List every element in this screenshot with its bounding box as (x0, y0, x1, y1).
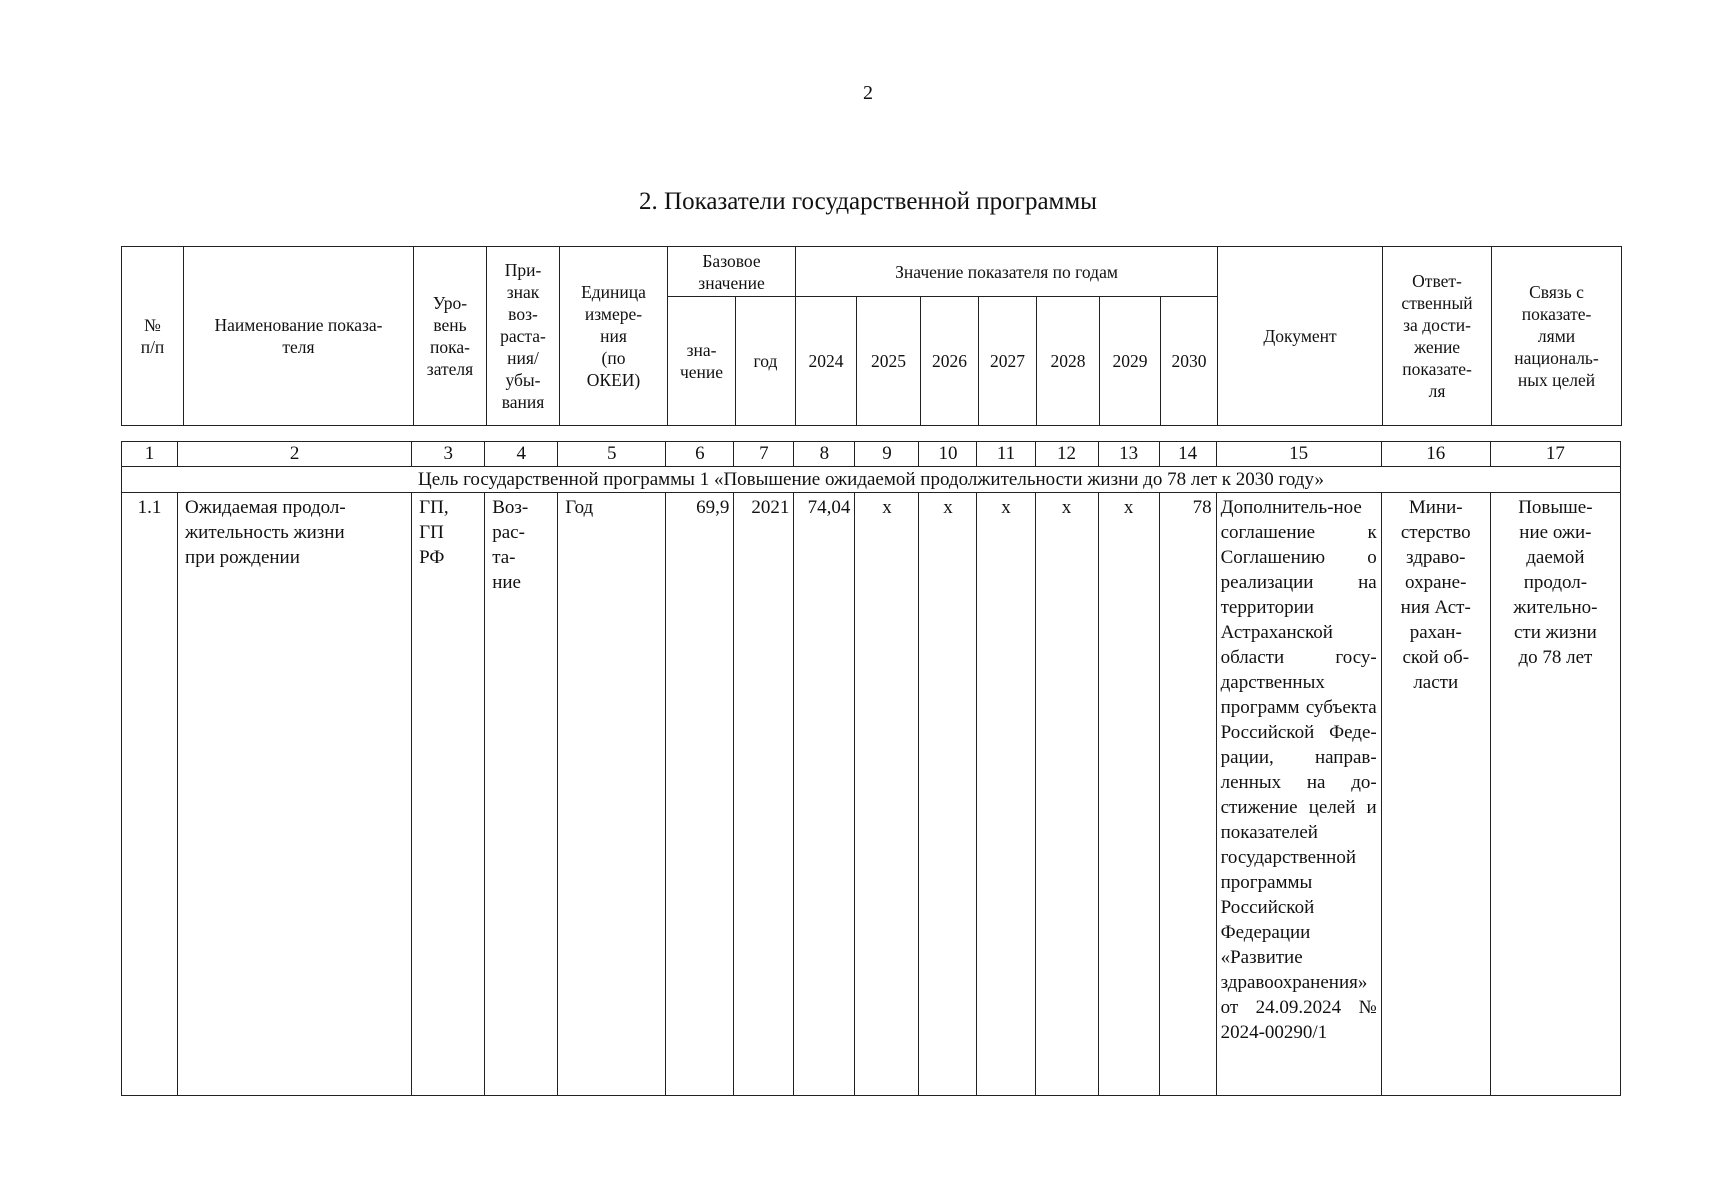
column-number: 8 (794, 442, 855, 467)
column-number: 1 (122, 442, 178, 467)
indicators-table-header (121, 246, 1622, 426)
header-base-value: зна- чение (668, 297, 736, 426)
column-number: 4 (485, 442, 558, 467)
header-name: Наименование показа- теля (184, 247, 414, 426)
header-document: Документ (1218, 247, 1383, 426)
header-year: 2026 (921, 297, 979, 426)
header-base-year: год (736, 297, 796, 426)
header-year: 2025 (857, 297, 921, 426)
column-number: 3 (412, 442, 485, 467)
value-2026: х (919, 493, 977, 1096)
column-number: 2 (178, 442, 412, 467)
header-responsible: Ответ- ственный за дости- жение показате- ля (1383, 247, 1492, 426)
column-number: 17 (1490, 442, 1620, 467)
column-numbers-row (122, 442, 1621, 467)
value-2029: х (1098, 493, 1159, 1096)
value-2027: х (977, 493, 1035, 1096)
page-title: 2. Показатели государственной программы (639, 188, 1097, 215)
goal-row: Цель государственной программы 1 «Повышение ожидаемой продолжительности жизни до 78 лет к 2030 году» (122, 467, 1621, 493)
row-num: 1.1 (122, 493, 178, 1096)
value-2028: х (1035, 493, 1098, 1096)
header-year: 2029 (1100, 297, 1161, 426)
column-number: 7 (734, 442, 794, 467)
indicators-table-body (121, 441, 1621, 1096)
column-number: 13 (1098, 442, 1159, 467)
value-2025: х (855, 493, 919, 1096)
indicator-document: Дополнитель-ное соглашение к Соглашению о реализации на территории Астраханской области государственных программ субъекта Российской Федерации, направленных на достижение целей и показателей государственной программы Российской Федерации «Развитие здравоохранения» от 24.09.2024 № 2024-00290/1 (1216, 493, 1381, 1096)
column-number: 16 (1381, 442, 1490, 467)
base-value: 69,9 (666, 493, 734, 1096)
value-2030: 78 (1159, 493, 1216, 1096)
column-number: 5 (558, 442, 666, 467)
indicator-unit: Год (558, 493, 666, 1096)
base-year: 2021 (734, 493, 794, 1096)
header-level: Уро- вень пока- зателя (414, 247, 487, 426)
indicator-responsible: Мини- стерство здраво- охране- ния Аст- рахан- ской об- ласти (1381, 493, 1490, 1096)
header-years-group: Значение показателя по годам (796, 247, 1218, 297)
column-number: 9 (855, 442, 919, 467)
header-num: № п/п (122, 247, 184, 426)
header-base-group: Базовое значение (668, 247, 796, 297)
column-number: 6 (666, 442, 734, 467)
header-year: 2024 (796, 297, 857, 426)
header-sign: При- знак воз- раста- ния/ убы- вания (487, 247, 560, 426)
indicator-national-goal-link: Повыше- ние ожи- даемой продол- жительно- сти жизни до 78 лет (1490, 493, 1620, 1096)
header-link: Связь с показате- лями националь- ных целей (1492, 247, 1622, 426)
header-unit: Единица измере- ния (по ОКЕИ) (560, 247, 668, 426)
indicator-level: ГП, ГП РФ (412, 493, 485, 1096)
header-year: 2028 (1037, 297, 1100, 426)
page-number: 2 (863, 82, 873, 104)
column-number: 11 (977, 442, 1035, 467)
column-number: 14 (1159, 442, 1216, 467)
value-2024: 74,04 (794, 493, 855, 1096)
indicator-sign: Воз- рас- та- ние (485, 493, 558, 1096)
header-year: 2027 (979, 297, 1037, 426)
indicator-name: Ожидаемая продол- жительность жизни при рождении (178, 493, 412, 1096)
column-number: 12 (1035, 442, 1098, 467)
table-row (122, 493, 1621, 1096)
column-number: 10 (919, 442, 977, 467)
column-number: 15 (1216, 442, 1381, 467)
header-year: 2030 (1161, 297, 1218, 426)
